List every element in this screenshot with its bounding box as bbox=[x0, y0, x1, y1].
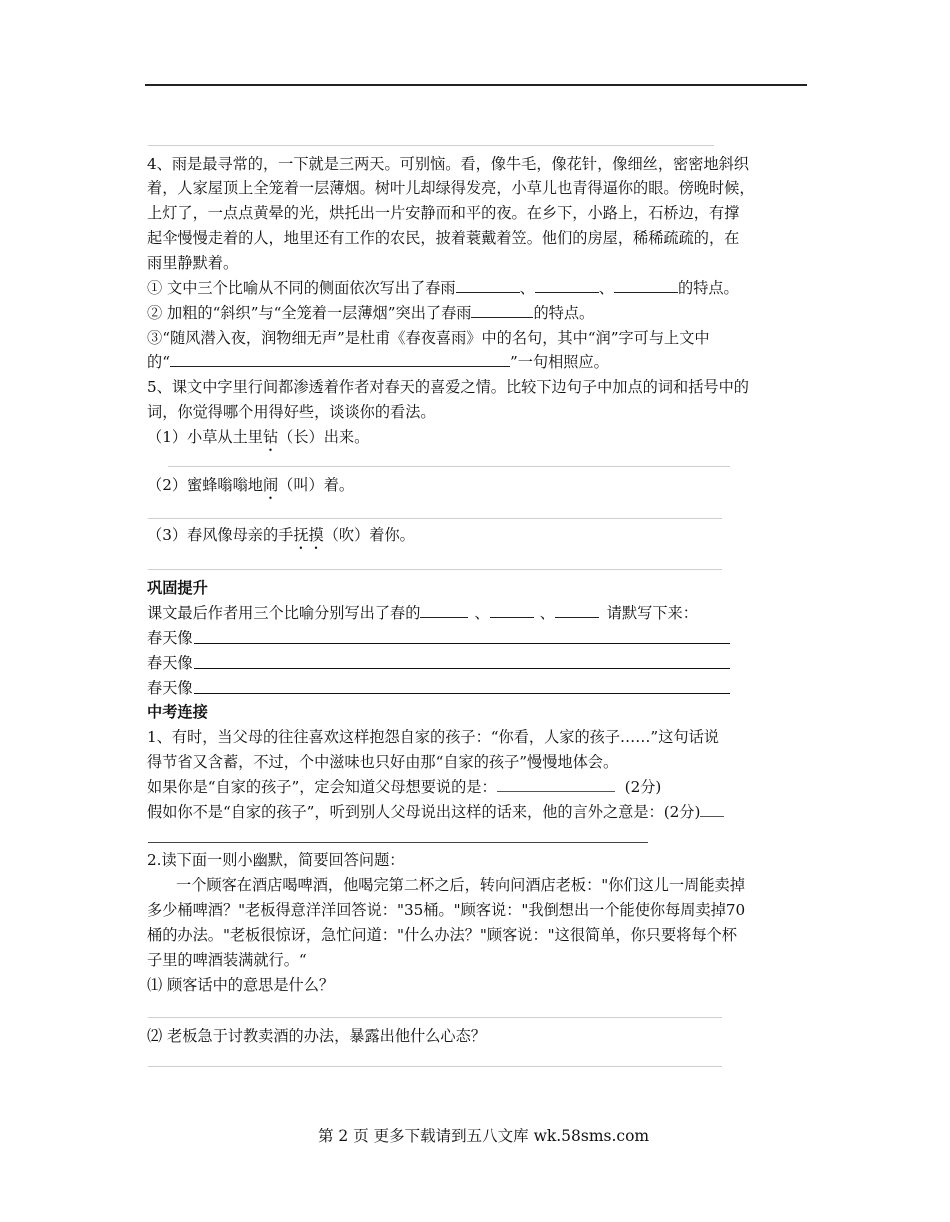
exam-q1-line-4 bbox=[147, 800, 724, 824]
blank-spring-2[interactable] bbox=[490, 601, 534, 618]
section-heading-consolidate: 巩固提升 bbox=[147, 579, 208, 597]
q4-sub3-pre: 的“ bbox=[147, 353, 170, 371]
q4-sub3-line1: ③“随风潜入夜，润物细无声”是杜甫《春夜喜雨》中的名句，其中“润”字可与上文中 bbox=[147, 329, 710, 347]
q4-sub3-line2 bbox=[147, 350, 609, 374]
exam-q1-line-3-text: 如果你是“自家的孩子”，定会知道父母想要说的是： bbox=[147, 778, 497, 796]
q4-line-1: 4、雨是最寻常的，一下就是三两天。可别恼。看，像牛毛，像花针，像细丝，密密地斜织 bbox=[147, 155, 749, 173]
consolidate-line-pre: 课文最后作者用三个比喻分别写出了春的 bbox=[147, 604, 421, 622]
answer-line-spring-1[interactable] bbox=[194, 643, 730, 644]
page-footer: 第 2 页 更多下载请到五八文库 wk.58sms.com bbox=[318, 1127, 650, 1145]
answer-line-q5-1[interactable] bbox=[168, 466, 730, 467]
answer-line-spring-3[interactable] bbox=[194, 693, 730, 694]
q5-item-2 bbox=[147, 473, 354, 503]
q5-item-1-pre: （1）小草从土里 bbox=[147, 428, 263, 446]
header-rule bbox=[145, 84, 807, 86]
q5-item-3-dotted: 抚摸 bbox=[293, 526, 324, 544]
q4-line-4: 起伞慢慢走着的人，地里还有工作的农民，披着蓑戴着笠。他们的房屋，稀稀疏疏的，在 bbox=[147, 229, 740, 247]
blank-rain-1[interactable] bbox=[456, 276, 520, 293]
answer-line-q5-2[interactable] bbox=[148, 518, 722, 519]
q4-sub1 bbox=[147, 276, 739, 300]
q5-item-1-post: （长）出来。 bbox=[278, 428, 370, 446]
q4-sub1-end: 的特点。 bbox=[677, 279, 739, 297]
exam-q2-sub1: ⑴ 顾客话中的意思是什么？ bbox=[147, 976, 335, 994]
blank-spring-1[interactable] bbox=[420, 601, 468, 618]
q5-item-3 bbox=[147, 523, 415, 553]
q4-sub2-text: ② 加粗的“斜织”与“全笼着一层薄烟”突出了春雨 bbox=[147, 304, 472, 322]
q4-sub3-post: ”一句相照应。 bbox=[509, 353, 609, 371]
exam-q1-line-3 bbox=[147, 775, 661, 799]
section-heading-exam: 中考连接 bbox=[147, 703, 208, 721]
q4-line-2: 着，人家屋顶上全笼着一层薄烟。树叶儿却绿得发亮，小草儿也青得逼你的眼。傍晚时候， bbox=[147, 179, 755, 197]
q4-line-5: 雨里静默着。 bbox=[147, 254, 239, 272]
blank-rain-feature[interactable] bbox=[471, 301, 533, 318]
q5-line-2: 词，你觉得哪个用得好些，谈谈你的看法。 bbox=[147, 403, 436, 421]
blank-spring-3[interactable] bbox=[555, 601, 599, 618]
exam-q1-line-2: 得节省又含蓄，不过，个中滋味也只好由那“自家的孩子”慢慢地体会。 bbox=[147, 753, 619, 771]
q5-item-2-post: （叫）着。 bbox=[278, 476, 355, 494]
q4-sub2-end: 的特点。 bbox=[533, 304, 595, 322]
exam-q2-story-line-1: 一个顾客在酒店喝啤酒，他喝完第二杯之后，转向问酒店老板："你们这儿一周能卖掉 bbox=[176, 876, 745, 894]
blank-echo-sentence[interactable] bbox=[170, 350, 510, 367]
spring-like-label-1: 春天像 bbox=[147, 629, 193, 647]
answer-line-q5-3[interactable] bbox=[148, 569, 722, 570]
blank-parent-meaning[interactable] bbox=[497, 775, 615, 792]
exam-q2-story-line-4: 子里的啤酒装满就行。“ bbox=[147, 951, 307, 969]
blank-rain-2[interactable] bbox=[535, 276, 599, 293]
answer-line-implied-meaning[interactable] bbox=[148, 842, 648, 843]
spring-like-label-2: 春天像 bbox=[147, 654, 193, 672]
sep: 、 bbox=[519, 279, 535, 297]
q4-sub1-text: ① 文中三个比喻从不同的侧面依次写出了春雨 bbox=[147, 279, 456, 297]
q5-line-1: 5、课文中字里行间都渗透着作者对春天的喜爱之情。比较下边句子中加点的词和括号中的 bbox=[147, 378, 749, 396]
score-label: (2分) bbox=[624, 778, 662, 796]
exam-q2-story-line-3: 桶的办法。"老板很惊讶，急忙问道："什么办法？"顾客说："这很简单，你只要将每个杯 bbox=[147, 926, 737, 944]
sep: 、 bbox=[598, 279, 614, 297]
exam-q1-line-4-text: 假如你不是“自家的孩子”，听到别人父母说出这样的话来，他的言外之意是：(2分) bbox=[147, 803, 701, 821]
answer-line-sub2[interactable] bbox=[148, 1066, 722, 1067]
q5-item-1 bbox=[147, 425, 369, 455]
exam-q2-title: 2.读下面一则小幽默，简要回答问题： bbox=[147, 851, 405, 869]
blank-rain-3[interactable] bbox=[614, 276, 678, 293]
exam-q2-sub2: ⑵ 老板急于讨教卖酒的办法，暴露出他什么心态？ bbox=[147, 1027, 486, 1045]
blank-implied-meaning[interactable] bbox=[700, 800, 724, 817]
q5-item-3-post: （吹）着你。 bbox=[323, 526, 415, 544]
exam-q1-line-1: 1、有时，当父母的往往喜欢这样抱怨自家的孩子：“你看，人家的孩子……”这句话说 bbox=[147, 728, 719, 746]
consolidate-line bbox=[147, 601, 698, 625]
q4-line-3: 上灯了，一点点黄晕的光，烘托出一片安静而和平的夜。在乡下，小路上，石桥边，有撑 bbox=[147, 204, 740, 222]
q5-item-2-pre: （2）蜜蜂嗡嗡地 bbox=[147, 476, 263, 494]
spring-like-label-3: 春天像 bbox=[147, 679, 193, 697]
consolidate-line-post: 请默写下来： bbox=[606, 604, 698, 622]
answer-line-spring-2[interactable] bbox=[194, 668, 730, 669]
q5-item-3-pre: （3）春风像母亲的手 bbox=[147, 526, 294, 544]
q5-item-2-dotted: 闹 bbox=[262, 476, 279, 494]
answer-line-top bbox=[148, 145, 714, 146]
exam-q2-story-line-2: 多少桶啤酒？"老板得意洋洋回答说："35桶。"顾客说："我倒想出一个能使你每周卖掉70 bbox=[147, 901, 746, 919]
sep: 、 bbox=[474, 604, 490, 622]
q4-sub2 bbox=[147, 301, 594, 325]
answer-line-sub1[interactable] bbox=[148, 1017, 722, 1018]
q5-item-1-dotted: 钻 bbox=[262, 428, 279, 446]
sep: 、 bbox=[539, 604, 555, 622]
